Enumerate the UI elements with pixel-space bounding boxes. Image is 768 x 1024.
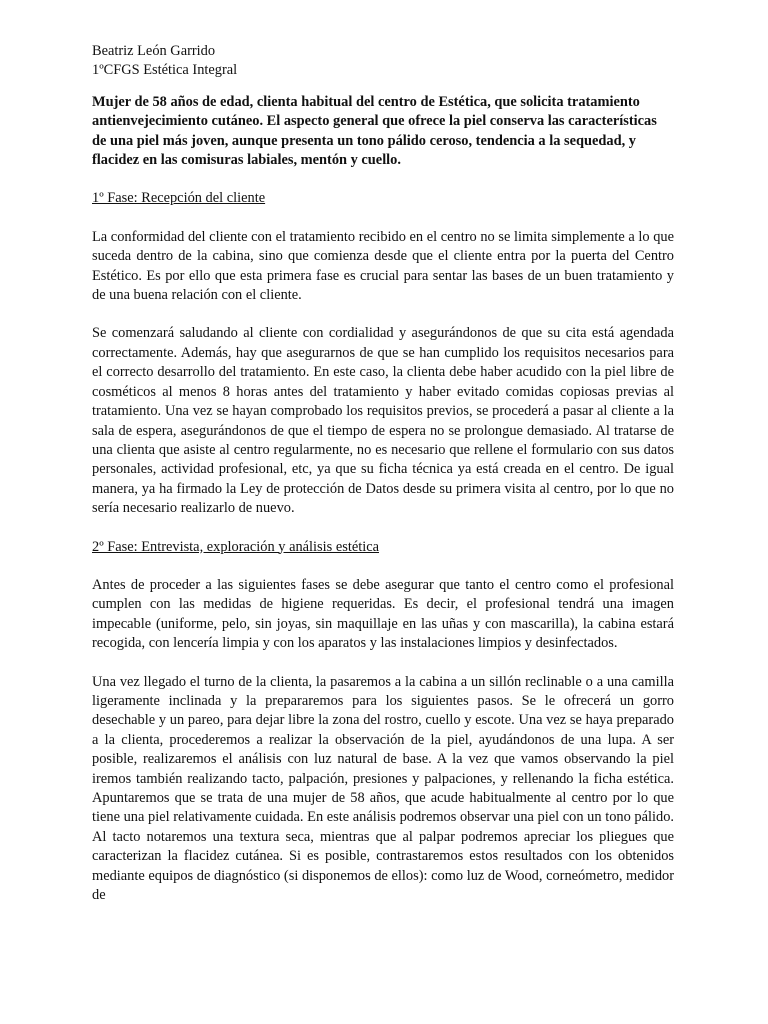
paragraph-skin-analysis: Una vez llegado el turno de la clienta, la pasaremos a la cabina a un sillón reclinable o a una camilla ligeramente inclinada y la prepararemos para los siguientes pasos. Se le ofrecerá un gorro desechable y un pareo, para dejar libre la zona del rostro, cuello y escote. Una vez se haya preparado a la clienta, procederemos a realizar la observación de la piel, ayudándonos de una lupa. A ser posible, realizaremos el análisis con luz natural de base. A la vez que vamos observando la piel iremos también realizando tacto, palpación, presiones y palpaciones, y rellenando la ficha estética. Apuntaremos que se trata de una mujer de 58 años, que acude habitualmente al centro por lo que tiene una piel relativamente cuidada. En este análisis podremos observar una piel con un tono pálido. Al tacto notaremos una textura seca, mientras que al palpar podremos apreciar los pliegues que caracterizan la flacidez cutánea. Si es posible, contrastaremos estos resultados con los obtenidos mediante equipos de diagnóstico (si disponemos de ellos): como luz de Wood, corneómetro, medidor de — [92, 673, 674, 904]
case-summary: Mujer de 58 años de edad, clienta habitual del centro de Estética, que solicita tratamiento antienvejecimiento cutáneo. El aspecto general que ofrece la piel conserva las características de una piel más joven, aunque presenta un tono pálido ceroso, tendencia a la sequedad, y flacidez en las comisuras labiales, mentón y cuello. — [92, 93, 657, 169]
author-name: Beatriz León Garrido — [92, 43, 216, 59]
document-page — [92, 42, 674, 905]
section-heading-interview: 2º Fase: Entrevista, exploración y análisis estética — [92, 538, 379, 555]
course-name: 1ºCFGS Estética Integral — [92, 62, 238, 79]
paragraph-reception-procedure: Se comenzará saludando al cliente con cordialidad y asegurándonos de que su cita está agendada correctamente. Además, hay que asegurarnos de que se han cumplido los requisitos necesarios para el correcto desarrollo del tratamiento. En este caso, la clienta debe haber acudido con la piel libre de cosméticos al menos 8 horas antes del tratamiento y haber evitado comidas copiosas previas al tratamiento. Una vez se hayan comprobado los requisitos previos, se procederá a pasar al cliente a la sala de espera, asegurándonos de que el tiempo de espera no se prolongue demasiado. Al tratarse de una clienta que asiste al centro regularmente, no es necesario que rellene el formulario con sus datos personales, actividad profesional, etc, ya que su ficha técnica ya está creada en el centro. De igual manera, ya ha firmado la Ley de protección de Datos desde su primera visita al centro, por lo que no sería necesario realizarlo de nuevo. — [92, 325, 674, 517]
paragraph-hygiene: Antes de proceder a las siguientes fases se debe asegurar que tanto el centro como el profesional cumplen con las medidas de higiene requeridas. Es decir, el profesional tendrá una imagen impecable (uniforme, pelo, sin joyas, sin maquillaje en las uñas y con mascarilla), la cabina estará recogida, con lencería limpia y con los aparatos y las instalaciones limpios y desinfectados. — [92, 576, 674, 652]
document-header — [92, 42, 674, 81]
section-heading-reception: 1º Fase: Recepción del cliente — [92, 190, 266, 207]
paragraph-reception-intro: La conformidad del cliente con el tratamiento recibido en el centro no se limita simplemente a lo que suceda dentro de la cabina, sino que comienza desde que el cliente entra por la puerta del Centro Estético. Es por ello que esta primera fase es crucial para sentar las bases de un buen tratamiento y de una buena relación con el cliente. — [92, 228, 674, 304]
